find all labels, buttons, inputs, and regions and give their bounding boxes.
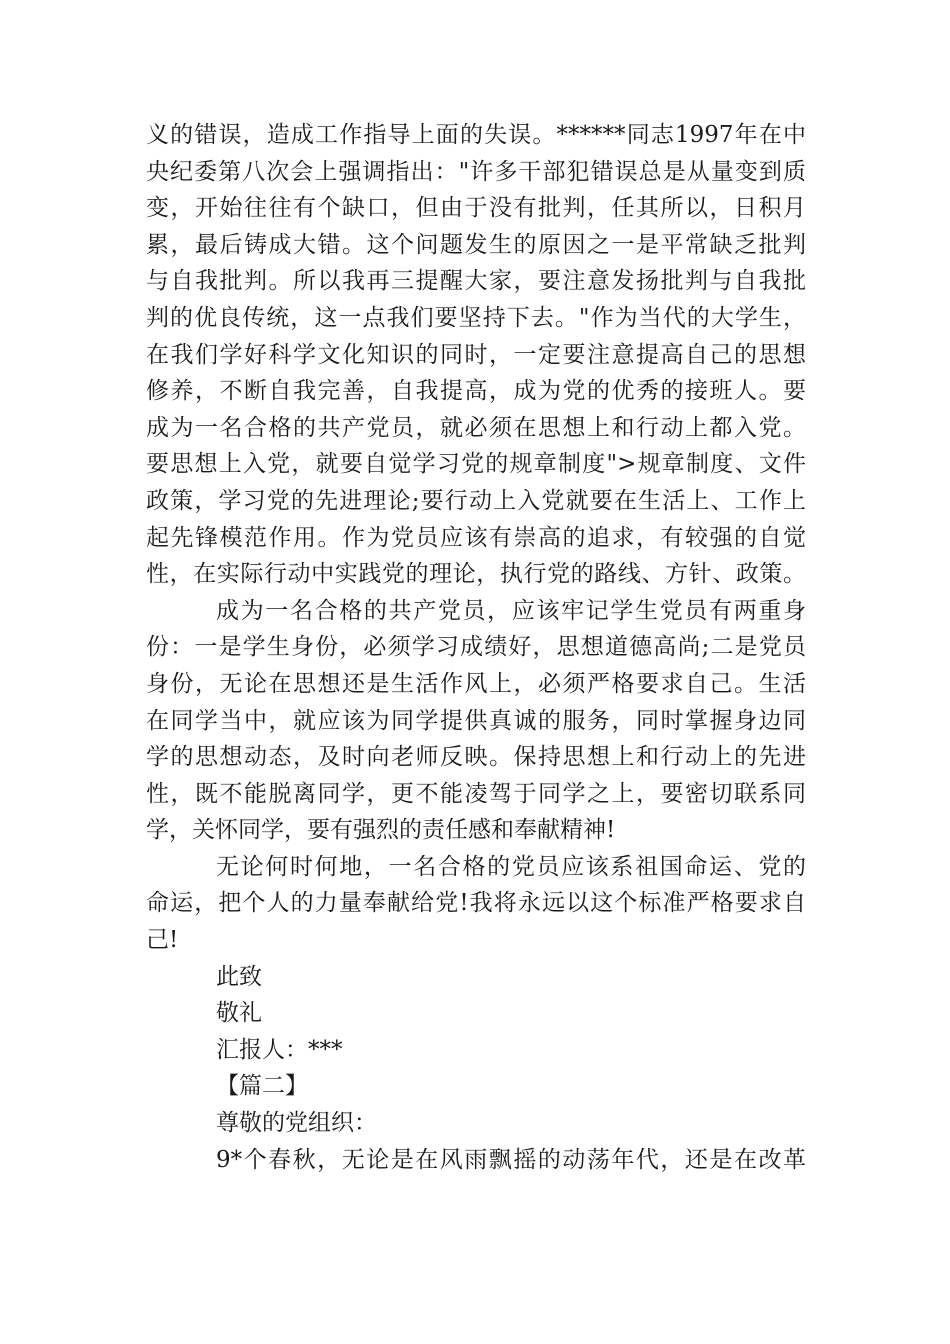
paragraph-first-line: 成为一名合格的共产党员，应该牢记学生党员有两重身 <box>216 597 806 624</box>
text-line: 命运，把个人的力量奉献给党!我将永远以这个标准严格要求自 <box>146 890 806 917</box>
text-line: 性，在实际行动中实践党的理论，执行党的路线、方针、政策。 <box>146 561 806 588</box>
text-line: 性，既不能脱离同学，更不能凌驾于同学之上，要密切联系同 <box>146 780 806 807</box>
text-line: 义的错误，造成工作指导上面的失误。******同志1997年在中 <box>146 122 806 148</box>
reporter-signature: 汇报人：*** <box>216 1036 343 1063</box>
text-line: 修养，不断自我完善，自我提高，成为党的优秀的接班人。要 <box>146 378 806 405</box>
letter-greeting: 尊敬的党组织： <box>216 1110 377 1137</box>
text-line: 要思想上入党，就要自觉学习党的规章制度">规章制度、文件 <box>146 451 806 478</box>
text-line: 在同学当中，就应该为同学提供真诚的服务，同时掌握身边同 <box>146 707 806 734</box>
text-line: 份：一是学生身份，必须学习成绩好，思想道德高尚;二是党员 <box>146 634 806 661</box>
text-line: 央纪委第八次会上强调指出："许多干部犯错误总是从量变到质 <box>146 158 806 185</box>
text-line: 学的思想动态，及时向老师反映。保持思想上和行动上的先进 <box>146 744 806 771</box>
text-line: 政策，学习党的先进理论;要行动上入党就要在生活上、工作上 <box>146 487 806 514</box>
document-page <box>146 117 806 1178</box>
paragraph-first-line: 9*个春秋，无论是在风雨飘摇的动荡年代，还是在改革 <box>216 1146 806 1173</box>
section-heading: 【篇二】 <box>216 1073 308 1100</box>
text-line: 判的优良传统，这一点我们要坚持下去。"作为当代的大学生， <box>146 304 806 331</box>
text-line: 起先锋模范作用。作为党员应该有崇高的追求，有较强的自觉 <box>146 524 806 551</box>
text-line: 学，关怀同学，要有强烈的责任感和奉献精神! <box>146 817 616 844</box>
text-line: 在我们学好科学文化知识的同时，一定要注意提高自己的思想 <box>146 341 806 368</box>
closing-salutation: 此致 <box>216 963 262 990</box>
text-line: 成为一名合格的共产党员，就必须在思想上和行动上都入党。 <box>146 414 806 441</box>
text-line: 与自我批判。所以我再三提醒大家，要注意发扬批判与自我批 <box>146 268 806 295</box>
text-line: 变，开始往往有个缺口，但由于没有批判，任其所以，日积月 <box>146 195 806 222</box>
closing-regards: 敬礼 <box>216 1000 262 1027</box>
paragraph-first-line: 无论何时何地，一名合格的党员应该系祖国命运、党的 <box>216 853 806 880</box>
text-line: 累，最后铸成大错。这个问题发生的原因之一是平常缺乏批判 <box>146 231 806 258</box>
text-line: 己! <box>146 927 179 954</box>
text-line: 身份，无论在思想还是生活作风上，必须严格要求自己。生活 <box>146 670 806 697</box>
